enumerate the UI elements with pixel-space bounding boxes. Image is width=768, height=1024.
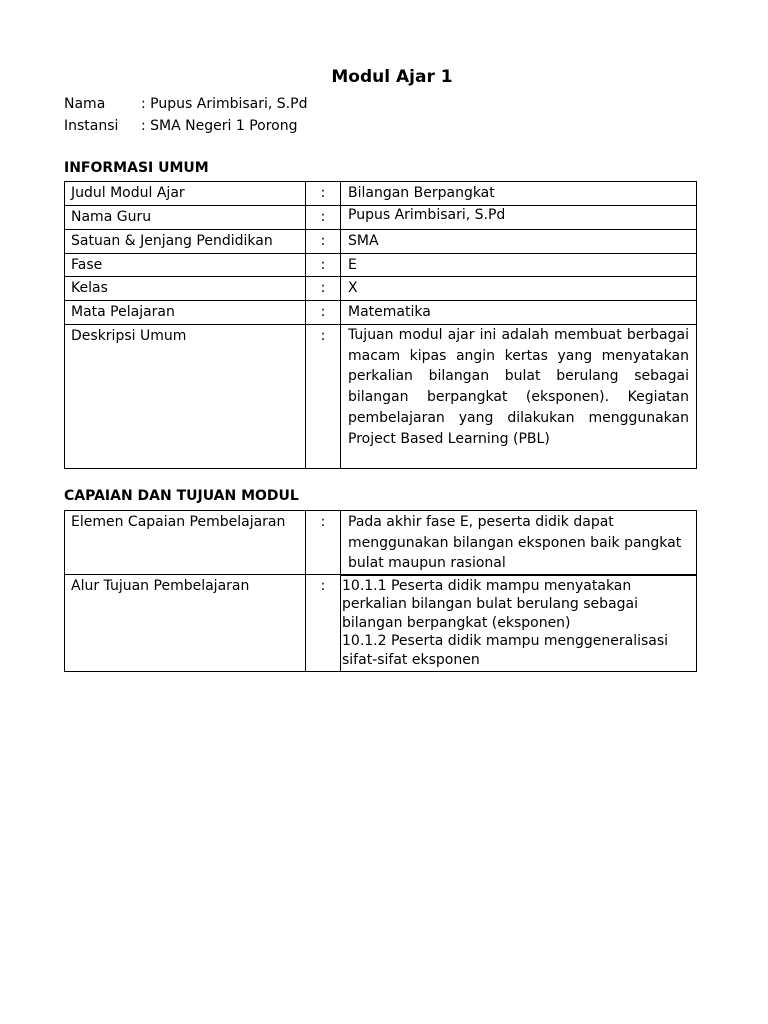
elemen-cp-value: Pada akhir fase E, peserta didik dapat menggunakan bilangan eksponen baik pangkat bulat maupun rasional <box>341 511 697 575</box>
section-heading-capaian-tujuan: CAPAIAN DAN TUJUAN MODUL <box>64 488 299 504</box>
section-heading-informasi-umum: INFORMASI UMUM <box>64 160 209 176</box>
row-label: Satuan & Jenjang Pendidikan <box>65 230 306 254</box>
table-row <box>65 301 697 325</box>
table-row <box>65 277 697 301</box>
row-separator: : <box>306 254 341 277</box>
table-row <box>65 182 697 206</box>
informasi-umum-table <box>64 181 697 469</box>
row-value: Matematika <box>341 301 697 325</box>
header-info-value: : SMA Negeri 1 Porong <box>141 118 298 134</box>
header-info-value: : Pupus Arimbisari, S.Pd <box>141 96 308 112</box>
header-info-label: Nama <box>64 96 106 112</box>
row-label: Alur Tujuan Pembelajaran <box>65 575 306 672</box>
row-value: SMA <box>341 230 697 254</box>
row-separator: : <box>306 575 341 672</box>
row-label: Kelas <box>65 277 306 301</box>
table-row <box>65 206 697 230</box>
header-info-instansi <box>64 117 297 135</box>
row-value: Pupus Arimbisari, S.Pd <box>341 206 697 230</box>
deskripsi-umum-value: Tujuan modul ajar ini adalah membuat berbagai macam kipas angin kertas yang menyatakan perkalian bilangan bulat berulang sebagai bilangan berpangkat (eksponen). Kegiatan pembelajaran yang dilakukan menggunakan Project Based Learning (PBL) <box>341 325 697 469</box>
row-separator: : <box>306 301 341 325</box>
row-separator: : <box>306 182 341 206</box>
row-label: Mata Pelajaran <box>65 301 306 325</box>
row-separator: : <box>306 325 341 469</box>
row-separator: : <box>306 230 341 254</box>
page-title: Modul Ajar 1 <box>331 67 453 87</box>
row-label: Judul Modul Ajar <box>65 182 306 206</box>
row-separator: : <box>306 206 341 230</box>
row-label: Fase <box>65 254 306 277</box>
alur-tp-item: 10.1.2 Peserta didik mampu menggeneralisasi sifat-sifat eksponen <box>342 633 669 668</box>
row-label: Nama Guru <box>65 206 306 230</box>
row-separator: : <box>306 277 341 301</box>
table-row <box>65 254 697 277</box>
table-row <box>65 230 697 254</box>
row-value: Bilangan Berpangkat <box>341 182 697 206</box>
capaian-tujuan-table <box>64 510 697 672</box>
row-value: E <box>341 254 697 277</box>
row-value: X <box>341 277 697 301</box>
alur-tp-value <box>341 575 697 672</box>
table-row <box>65 575 697 672</box>
row-separator: : <box>306 511 341 575</box>
alur-tp-item: 10.1.1 Peserta didik mampu menyatakan perkalian bilangan bulat berulang sebagai bilangan berpangkat (eksponen) <box>342 577 638 631</box>
table-row <box>65 511 697 575</box>
row-label: Deskripsi Umum <box>65 325 306 469</box>
header-info-nama <box>64 95 307 113</box>
row-label: Elemen Capaian Pembelajaran <box>65 511 306 575</box>
header-info-label: Instansi <box>64 118 119 134</box>
table-row <box>65 325 697 469</box>
